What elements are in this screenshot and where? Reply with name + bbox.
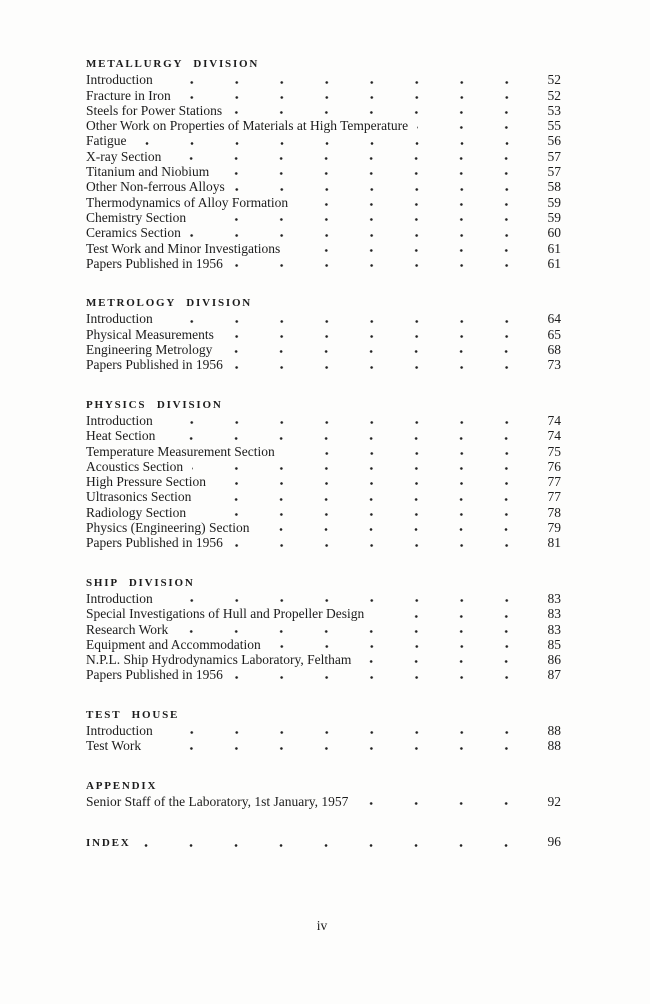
- toc-entry-page-number: 88: [547, 722, 561, 738]
- dot-leader: [162, 420, 531, 425]
- toc-entry: [86, 103, 561, 118]
- toc-entry-title: Other Non-ferrous Alloys: [86, 179, 225, 195]
- toc-entry-title: N.P.L. Ship Hydrodynamics Laboratory, Feltham: [86, 652, 352, 668]
- dot-leader: [170, 156, 531, 161]
- toc-entry-title: Temperature Measurement Section: [86, 443, 275, 459]
- toc-entry: [86, 738, 561, 753]
- toc-section-heading: APPENDIX: [86, 779, 158, 792]
- toc-entry-page-number: 53: [547, 102, 561, 118]
- dot-leader: [223, 334, 531, 339]
- dot-leader: [232, 365, 531, 370]
- dot-leader: [195, 512, 531, 517]
- toc-entry: [86, 428, 561, 443]
- toc-entry-title: Ultrasonics Section: [86, 489, 192, 505]
- toc-entry-title: Chemistry Section: [86, 209, 187, 225]
- dot-leader: [215, 481, 531, 486]
- toc-entry: [86, 637, 561, 652]
- toc-entry-page-number: 52: [547, 87, 561, 103]
- toc-entry-title: Introduction: [86, 590, 153, 606]
- toc-entry-title: Fatigue: [86, 133, 127, 149]
- toc-entry: [86, 606, 561, 621]
- toc-entry: [86, 444, 561, 459]
- toc-entry-page-number: 65: [547, 326, 561, 342]
- toc-entry-page-number: 79: [547, 520, 561, 536]
- toc-entry-page-number: 60: [547, 225, 561, 241]
- dot-leader: [357, 801, 531, 806]
- dot-leader: [284, 451, 531, 456]
- toc-entry-page-number: 78: [547, 504, 561, 520]
- toc-entry-page-number: 55: [547, 118, 561, 134]
- toc-entry-page-number: 59: [547, 209, 561, 225]
- toc-entry: [86, 164, 561, 179]
- toc-section-heading: METALLURGY DIVISION: [86, 58, 260, 70]
- toc-entry-title: Other Work on Properties of Materials at High Temperature: [86, 118, 409, 134]
- toc-entry: [86, 520, 561, 535]
- toc-entry: [86, 357, 561, 372]
- toc-entry: [86, 241, 561, 256]
- toc-entry-page-number: 76: [547, 458, 561, 474]
- toc-section-heading-row: [86, 296, 561, 311]
- toc-entry: [86, 535, 561, 550]
- dot-leader: [270, 644, 531, 649]
- toc-entry: [86, 210, 561, 225]
- dot-leader: [200, 497, 531, 502]
- toc-section: [86, 296, 561, 372]
- toc-entry-title: Papers Published in 1956: [86, 667, 223, 683]
- toc-section: [86, 834, 561, 851]
- toc-entry: [86, 622, 561, 637]
- dot-leader: [162, 598, 531, 603]
- toc-section-heading: METROLOGY DIVISION: [86, 297, 253, 310]
- dot-leader: [232, 543, 531, 548]
- dot-leader: [231, 110, 531, 115]
- dot-leader: [297, 202, 531, 207]
- toc-entry: [86, 459, 561, 474]
- toc-entry-page-number: 61: [547, 255, 561, 271]
- toc-entry-title: Introduction: [86, 412, 153, 428]
- toc-entry-page-number: 81: [547, 535, 561, 551]
- dot-leader: [136, 141, 532, 146]
- dot-leader: [180, 95, 531, 100]
- toc-entry-page-number: 68: [547, 342, 561, 358]
- toc-section-entries: [86, 72, 561, 271]
- page-footer: [0, 918, 644, 934]
- toc-section: [86, 779, 561, 810]
- toc-entry-page-number: 92: [547, 793, 561, 809]
- toc-section: [86, 576, 561, 683]
- dot-leader: [162, 319, 531, 324]
- toc-entry-page-number: 83: [547, 621, 561, 637]
- toc-entry-title: Papers Published in 1956: [86, 535, 223, 551]
- toc-entry: [86, 591, 561, 606]
- toc-entry: [86, 118, 561, 133]
- toc-entry-title: Steels for Power Stations: [86, 102, 223, 118]
- toc-section-page-number: 96: [547, 834, 561, 850]
- toc-entry-page-number: 52: [547, 72, 561, 88]
- toc-entry-title: Ceramics Section: [86, 225, 181, 241]
- dot-leader: [221, 349, 531, 354]
- toc-entry-page-number: 83: [547, 606, 561, 622]
- dot-leader: [162, 80, 531, 85]
- toc-section-heading: PHYSICS DIVISION: [86, 398, 223, 411]
- toc-section-heading-row: [86, 708, 561, 723]
- toc-entry: [86, 225, 561, 240]
- toc-entry: [86, 723, 561, 738]
- dot-leader: [150, 746, 531, 751]
- toc-entry-title: Introduction: [86, 722, 153, 738]
- toc-entry: [86, 489, 561, 504]
- toc-entry-page-number: 57: [547, 164, 561, 180]
- toc-entry: [86, 652, 561, 667]
- toc-entry-title: Radiology Section: [86, 504, 187, 520]
- toc-section-entries: [86, 794, 561, 809]
- toc-section-heading-row: [86, 398, 561, 413]
- dot-leader: [195, 217, 531, 222]
- toc-entry-title: High Pressure Section: [86, 474, 206, 490]
- toc-entry-title: Physics (Engineering) Section: [86, 520, 250, 536]
- toc-entry: [86, 72, 561, 87]
- toc-section-heading: INDEX: [86, 837, 131, 850]
- dot-leader: [162, 730, 531, 735]
- toc-entry: [86, 179, 561, 194]
- dot-leader: [164, 436, 531, 441]
- toc-section: [86, 398, 561, 551]
- toc-entry-page-number: 74: [547, 412, 561, 428]
- toc-section-entries: [86, 723, 561, 754]
- toc-section-entries: [86, 311, 561, 372]
- dot-leader: [190, 233, 531, 238]
- toc-entry-title: Papers Published in 1956: [86, 255, 223, 271]
- toc-entry: [86, 256, 561, 271]
- toc-entry: [86, 667, 561, 682]
- toc-entry-title: Test Work: [86, 738, 142, 754]
- toc-entry-page-number: 85: [547, 636, 561, 652]
- dot-leader: [177, 629, 531, 634]
- toc-entry: [86, 474, 561, 489]
- toc-section: [86, 57, 561, 271]
- toc-entry-page-number: 73: [547, 357, 561, 373]
- dot-leader: [360, 659, 531, 664]
- toc-entry-page-number: 86: [547, 652, 561, 668]
- toc-entry-title: Introduction: [86, 311, 153, 327]
- toc-entry-title: Papers Published in 1956: [86, 357, 223, 373]
- toc-entry-page-number: 56: [547, 133, 561, 149]
- toc-entry-page-number: 59: [547, 194, 561, 210]
- toc-entry: [86, 149, 561, 164]
- dot-leader: [139, 843, 531, 848]
- toc-entry: [86, 505, 561, 520]
- toc-entry: [86, 794, 561, 809]
- dot-leader: [373, 614, 531, 619]
- toc-entry-page-number: 57: [547, 148, 561, 164]
- toc-entry: [86, 88, 561, 103]
- toc-section: [86, 708, 561, 754]
- dot-leader: [232, 263, 531, 268]
- toc-entry-title: Physical Measurements: [86, 326, 214, 342]
- toc-entry-title: Research Work: [86, 621, 169, 637]
- toc-entry-title: Equipment and Accommodation: [86, 636, 261, 652]
- dot-leader: [232, 675, 531, 680]
- folio-page-number: iv: [316, 918, 328, 933]
- toc-entry-page-number: 87: [547, 667, 561, 683]
- toc-section-heading: SHIP DIVISION: [86, 576, 195, 589]
- toc-entry: [86, 311, 561, 326]
- dot-leader: [258, 527, 531, 532]
- toc-section-heading-row: [86, 57, 561, 72]
- toc-section-heading: TEST HOUSE: [86, 708, 180, 721]
- toc-entry-page-number: 64: [547, 311, 561, 327]
- toc-entry-title: Engineering Metrology: [86, 342, 213, 358]
- toc-entry-title: Introduction: [86, 72, 153, 88]
- toc-entry-title: Acoustics Section: [86, 458, 184, 474]
- toc-entry: [86, 342, 561, 357]
- toc-entry: [86, 327, 561, 342]
- toc-entry-page-number: 77: [547, 474, 561, 490]
- toc-entry-title: Fracture in Iron: [86, 87, 171, 103]
- toc-entry: [86, 195, 561, 210]
- toc-entry-page-number: 58: [547, 179, 561, 195]
- toc-entry-title: Senior Staff of the Laboratory, 1st January, 1957: [86, 793, 349, 809]
- toc-section-entries: [86, 413, 561, 551]
- dot-leader: [289, 248, 531, 253]
- toc-entry-page-number: 88: [547, 738, 561, 754]
- toc-entry-page-number: 75: [547, 443, 561, 459]
- toc-section-heading-row: [86, 834, 561, 851]
- toc-entry-title: Heat Section: [86, 428, 156, 444]
- toc-entry-title: Special Investigations of Hull and Propeller Design: [86, 606, 365, 622]
- toc-section-heading-row: [86, 779, 561, 794]
- toc-entry: [86, 413, 561, 428]
- toc-entry: [86, 133, 561, 148]
- dot-leader: [192, 466, 531, 471]
- toc-entry-page-number: 77: [547, 489, 561, 505]
- toc-entry-page-number: 61: [547, 240, 561, 256]
- toc-section-heading-row: [86, 576, 561, 591]
- toc-entry-page-number: 83: [547, 590, 561, 606]
- toc-entry-page-number: 74: [547, 428, 561, 444]
- dot-leader: [417, 125, 531, 130]
- toc-entry-title: Thermodynamics of Alloy Formation: [86, 194, 289, 210]
- toc-entry-title: Titanium and Niobium: [86, 164, 210, 180]
- toc-entry-title: X-ray Section: [86, 148, 162, 164]
- dot-leader: [234, 187, 531, 192]
- dot-leader: [218, 171, 531, 176]
- toc-section-entries: [86, 591, 561, 683]
- toc-entry-title: Test Work and Minor Investigations: [86, 240, 281, 256]
